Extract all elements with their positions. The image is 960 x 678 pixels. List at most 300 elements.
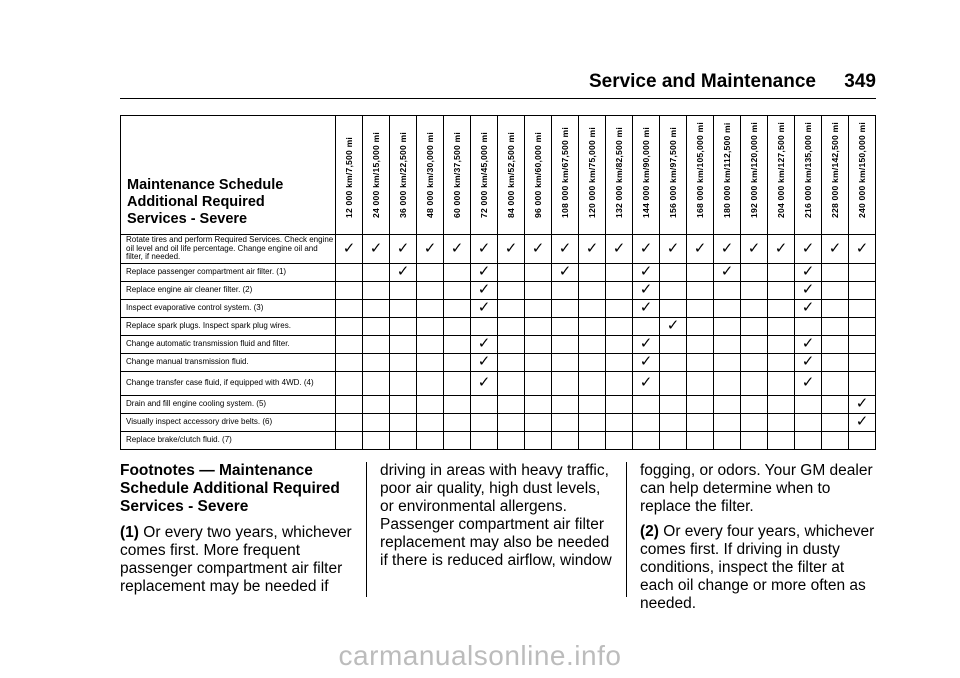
empty-cell [579, 335, 606, 353]
empty-cell [849, 263, 876, 281]
interval-label: 108 000 km/67,500 mi [560, 127, 570, 218]
empty-cell [417, 317, 444, 335]
empty-cell [498, 263, 525, 281]
footnotes-column-1 [120, 462, 356, 603]
empty-cell [552, 317, 579, 335]
empty-cell [579, 281, 606, 299]
task-label: Inspect evaporative control system. (3) [121, 299, 336, 317]
empty-cell [363, 335, 390, 353]
empty-cell [660, 299, 687, 317]
interval-header [498, 116, 525, 235]
interval-label: 48 000 km/30,000 mi [425, 132, 435, 218]
empty-cell [525, 335, 552, 353]
check-mark-icon: ✓ [471, 299, 498, 317]
empty-cell [471, 317, 498, 335]
empty-cell [822, 371, 849, 395]
footnote-text: fogging, or odors. Your GM dealer can help determine when to replace the filter. [640, 462, 873, 515]
footnote-1 [120, 524, 356, 596]
empty-cell [552, 431, 579, 449]
empty-cell [768, 281, 795, 299]
empty-cell [849, 431, 876, 449]
empty-cell [552, 281, 579, 299]
empty-cell [687, 353, 714, 371]
empty-cell [822, 263, 849, 281]
task-label: Replace engine air cleaner filter. (2) [121, 281, 336, 299]
check-mark-icon: ✓ [444, 235, 471, 264]
empty-cell [741, 317, 768, 335]
empty-cell [525, 299, 552, 317]
empty-cell [444, 317, 471, 335]
empty-cell [444, 431, 471, 449]
empty-cell [444, 353, 471, 371]
check-mark-icon: ✓ [633, 371, 660, 395]
empty-cell [444, 395, 471, 413]
check-mark-icon: ✓ [471, 335, 498, 353]
interval-header [336, 116, 363, 235]
check-mark-icon: ✓ [768, 235, 795, 264]
empty-cell [390, 281, 417, 299]
empty-cell [336, 317, 363, 335]
footnotes-title [120, 462, 356, 516]
empty-cell [579, 371, 606, 395]
table-row [121, 395, 876, 413]
empty-cell [741, 263, 768, 281]
footnote-text: Or every four years, whichever comes first. If driving in dusty conditions, inspect the filter at each oil change or more often as needed. [640, 523, 875, 612]
check-mark-icon: ✓ [498, 235, 525, 264]
empty-cell [498, 335, 525, 353]
empty-cell [552, 395, 579, 413]
interval-header [417, 116, 444, 235]
empty-cell [498, 299, 525, 317]
empty-cell [741, 281, 768, 299]
empty-cell [660, 413, 687, 431]
interval-label: 96 000 km/60,000 mi [533, 132, 543, 218]
interval-label: 84 000 km/52,500 mi [506, 132, 516, 218]
page-header [120, 64, 876, 98]
header-title: Service and Maintenance [588, 71, 816, 92]
footnotes-column-2 [380, 462, 616, 577]
empty-cell [525, 317, 552, 335]
empty-cell [660, 431, 687, 449]
check-mark-icon: ✓ [552, 235, 579, 264]
empty-cell [417, 395, 444, 413]
empty-cell [822, 413, 849, 431]
interval-header [768, 116, 795, 235]
interval-header [633, 116, 660, 235]
table-row [121, 299, 876, 317]
check-mark-icon: ✓ [849, 413, 876, 431]
check-mark-icon: ✓ [633, 281, 660, 299]
empty-cell [714, 431, 741, 449]
empty-cell [390, 299, 417, 317]
empty-cell [714, 395, 741, 413]
empty-cell [525, 395, 552, 413]
check-mark-icon: ✓ [471, 281, 498, 299]
empty-cell [822, 353, 849, 371]
table-row [121, 235, 876, 264]
interval-label: 120 000 km/75,000 mi [587, 127, 597, 218]
empty-cell [795, 413, 822, 431]
empty-cell [768, 413, 795, 431]
empty-cell [741, 431, 768, 449]
check-mark-icon: ✓ [525, 235, 552, 264]
check-mark-icon: ✓ [471, 235, 498, 264]
interval-label: 144 000 km/90,000 mi [641, 127, 651, 218]
empty-cell [714, 413, 741, 431]
empty-cell [579, 395, 606, 413]
empty-cell [849, 281, 876, 299]
empty-cell [390, 335, 417, 353]
empty-cell [471, 413, 498, 431]
footnote-text: driving in areas with heavy traffic, poor air quality, high dust levels, or environmental allergens. Passenger compartment air filter replacement may also be needed if there is reduced airflow, window [380, 462, 612, 569]
table-row [121, 371, 876, 395]
empty-cell [363, 299, 390, 317]
check-mark-icon: ✓ [363, 235, 390, 264]
empty-cell [741, 335, 768, 353]
empty-cell [687, 281, 714, 299]
empty-cell [336, 353, 363, 371]
empty-cell [363, 263, 390, 281]
empty-cell [336, 371, 363, 395]
column-divider [626, 462, 627, 597]
empty-cell [390, 317, 417, 335]
empty-cell [336, 395, 363, 413]
empty-cell [579, 263, 606, 281]
check-mark-icon: ✓ [471, 263, 498, 281]
empty-cell [849, 335, 876, 353]
empty-cell [390, 413, 417, 431]
interval-label: 132 000 km/82,500 mi [614, 127, 624, 218]
empty-cell [768, 317, 795, 335]
footnote-2 [640, 523, 876, 613]
empty-cell [363, 353, 390, 371]
interval-header [849, 116, 876, 235]
check-mark-icon: ✓ [795, 335, 822, 353]
task-label: Rotate tires and perform Required Services. Check engine oil level and oil life percentage. Change engine oil and filter, if needed. [121, 235, 336, 264]
empty-cell [633, 395, 660, 413]
empty-cell [606, 395, 633, 413]
empty-cell [849, 299, 876, 317]
check-mark-icon: ✓ [795, 299, 822, 317]
task-label: Replace passenger compartment air filter. (1) [121, 263, 336, 281]
empty-cell [552, 413, 579, 431]
empty-cell [849, 371, 876, 395]
empty-cell [768, 395, 795, 413]
empty-cell [444, 413, 471, 431]
check-mark-icon: ✓ [633, 263, 660, 281]
empty-cell [336, 281, 363, 299]
interval-header [471, 116, 498, 235]
check-mark-icon: ✓ [633, 353, 660, 371]
empty-cell [795, 317, 822, 335]
check-mark-icon: ✓ [687, 235, 714, 264]
empty-cell [525, 413, 552, 431]
footnote-text: Or every two years, whichever comes first. More frequent passenger compartment air filter replacement may be needed if [120, 524, 352, 595]
empty-cell [525, 431, 552, 449]
empty-cell [687, 413, 714, 431]
interval-header [687, 116, 714, 235]
interval-label: 60 000 km/37,500 mi [452, 132, 462, 218]
interval-label: 12 000 km/7,500 mi [344, 136, 354, 218]
table-row [121, 431, 876, 449]
interval-header [714, 116, 741, 235]
empty-cell [390, 395, 417, 413]
table-row [121, 281, 876, 299]
check-mark-icon: ✓ [633, 299, 660, 317]
check-mark-icon: ✓ [849, 395, 876, 413]
empty-cell [579, 353, 606, 371]
task-label: Change automatic transmission fluid and filter. [121, 335, 336, 353]
empty-cell [336, 431, 363, 449]
footnotes-title-line: Footnotes — Maintenance [120, 462, 313, 479]
empty-cell [363, 431, 390, 449]
footnotes-column-3 [640, 462, 876, 620]
empty-cell [336, 263, 363, 281]
empty-cell [363, 413, 390, 431]
interval-label: 72 000 km/45,000 mi [479, 132, 489, 218]
interval-header [795, 116, 822, 235]
empty-cell [687, 395, 714, 413]
empty-cell [714, 281, 741, 299]
empty-cell [741, 371, 768, 395]
empty-cell [606, 371, 633, 395]
check-mark-icon: ✓ [741, 235, 768, 264]
check-mark-icon: ✓ [606, 235, 633, 264]
empty-cell [660, 395, 687, 413]
empty-cell [687, 299, 714, 317]
empty-cell [741, 299, 768, 317]
empty-cell [606, 413, 633, 431]
empty-cell [768, 263, 795, 281]
empty-cell [552, 335, 579, 353]
interval-header [579, 116, 606, 235]
check-mark-icon: ✓ [714, 235, 741, 264]
check-mark-icon: ✓ [471, 353, 498, 371]
empty-cell [525, 281, 552, 299]
empty-cell [795, 431, 822, 449]
column-divider [366, 462, 367, 597]
empty-cell [417, 335, 444, 353]
empty-cell [390, 353, 417, 371]
empty-cell [390, 431, 417, 449]
empty-cell [471, 395, 498, 413]
empty-cell [606, 431, 633, 449]
empty-cell [741, 353, 768, 371]
check-mark-icon: ✓ [633, 335, 660, 353]
empty-cell [417, 299, 444, 317]
empty-cell [660, 353, 687, 371]
check-mark-icon: ✓ [390, 263, 417, 281]
empty-cell [633, 431, 660, 449]
table-row [121, 353, 876, 371]
empty-cell [417, 431, 444, 449]
empty-cell [363, 371, 390, 395]
empty-cell [363, 317, 390, 335]
check-mark-icon: ✓ [660, 317, 687, 335]
table-row [121, 413, 876, 431]
check-mark-icon: ✓ [417, 235, 444, 264]
interval-header [525, 116, 552, 235]
table-header-row [121, 116, 876, 235]
empty-cell [768, 431, 795, 449]
empty-cell [606, 263, 633, 281]
empty-cell [390, 371, 417, 395]
interval-label: 228 000 km/142,500 mi [830, 122, 840, 218]
interval-header [741, 116, 768, 235]
empty-cell [633, 317, 660, 335]
empty-cell [687, 431, 714, 449]
check-mark-icon: ✓ [849, 235, 876, 264]
check-mark-icon: ✓ [822, 235, 849, 264]
empty-cell [363, 395, 390, 413]
empty-cell [444, 371, 471, 395]
interval-label: 216 000 km/135,000 mi [803, 122, 813, 218]
empty-cell [741, 413, 768, 431]
empty-cell [660, 281, 687, 299]
empty-cell [714, 371, 741, 395]
empty-cell [822, 317, 849, 335]
empty-cell [660, 335, 687, 353]
task-label: Replace brake/clutch fluid. (7) [121, 431, 336, 449]
empty-cell [417, 413, 444, 431]
empty-cell [822, 299, 849, 317]
table-title-line: Services - Severe [127, 211, 248, 227]
empty-cell [417, 371, 444, 395]
check-mark-icon: ✓ [552, 263, 579, 281]
empty-cell [714, 299, 741, 317]
table-body [121, 235, 876, 450]
header-rule [120, 98, 876, 99]
empty-cell [498, 281, 525, 299]
empty-cell [849, 353, 876, 371]
interval-label: 24 000 km/15,000 mi [371, 132, 381, 218]
empty-cell [822, 395, 849, 413]
interval-label: 192 000 km/120,000 mi [749, 122, 759, 218]
empty-cell [417, 263, 444, 281]
check-mark-icon: ✓ [795, 353, 822, 371]
page-number: 349 [844, 71, 876, 92]
empty-cell [525, 353, 552, 371]
empty-cell [336, 299, 363, 317]
empty-cell [552, 299, 579, 317]
interval-label: 156 000 km/97,500 mi [668, 127, 678, 218]
interval-label: 204 000 km/127,500 mi [776, 122, 786, 218]
empty-cell [822, 281, 849, 299]
task-label: Change transfer case fluid, if equipped with 4WD. (4) [121, 371, 336, 395]
empty-cell [444, 335, 471, 353]
empty-cell [498, 317, 525, 335]
empty-cell [525, 371, 552, 395]
empty-cell [687, 335, 714, 353]
check-mark-icon: ✓ [795, 263, 822, 281]
empty-cell [579, 299, 606, 317]
task-label: Replace spark plugs. Inspect spark plug wires. [121, 317, 336, 335]
empty-cell [849, 317, 876, 335]
empty-cell [768, 353, 795, 371]
table-title [121, 116, 336, 235]
empty-cell [336, 413, 363, 431]
task-label: Change manual transmission fluid. [121, 353, 336, 371]
task-label: Drain and fill engine cooling system. (5) [121, 395, 336, 413]
empty-cell [525, 263, 552, 281]
empty-cell [606, 281, 633, 299]
empty-cell [579, 431, 606, 449]
interval-header [363, 116, 390, 235]
check-mark-icon: ✓ [471, 371, 498, 395]
interval-label: 240 000 km/150,000 mi [857, 122, 867, 218]
footnotes-title-line: Services - Severe [120, 498, 249, 515]
check-mark-icon: ✓ [390, 235, 417, 264]
empty-cell [336, 335, 363, 353]
table-title-line: Maintenance Schedule [127, 177, 284, 193]
footnote-number: (2) [640, 523, 659, 540]
task-label: Visually inspect accessory drive belts. (6) [121, 413, 336, 431]
check-mark-icon: ✓ [633, 235, 660, 264]
table-row [121, 335, 876, 353]
empty-cell [444, 263, 471, 281]
footnotes-title-line: Schedule Additional Required [120, 480, 340, 497]
empty-cell [822, 335, 849, 353]
check-mark-icon: ✓ [795, 371, 822, 395]
empty-cell [714, 353, 741, 371]
interval-label: 36 000 km/22,500 mi [398, 132, 408, 218]
empty-cell [768, 371, 795, 395]
empty-cell [714, 335, 741, 353]
empty-cell [498, 431, 525, 449]
empty-cell [660, 371, 687, 395]
empty-cell [498, 413, 525, 431]
empty-cell [822, 431, 849, 449]
table-row [121, 263, 876, 281]
empty-cell [768, 299, 795, 317]
interval-header [552, 116, 579, 235]
empty-cell [714, 317, 741, 335]
empty-cell [363, 281, 390, 299]
watermark: carmanualsonline.info [338, 640, 622, 671]
empty-cell [741, 395, 768, 413]
interval-label: 180 000 km/112,500 mi [722, 122, 732, 218]
empty-cell [579, 413, 606, 431]
empty-cell [417, 281, 444, 299]
empty-cell [552, 353, 579, 371]
empty-cell [417, 353, 444, 371]
empty-cell [687, 263, 714, 281]
empty-cell [579, 317, 606, 335]
empty-cell [552, 371, 579, 395]
interval-header [444, 116, 471, 235]
footnote-number: (1) [120, 524, 139, 541]
empty-cell [471, 431, 498, 449]
maintenance-schedule-table [120, 115, 876, 450]
empty-cell [444, 281, 471, 299]
check-mark-icon: ✓ [660, 235, 687, 264]
check-mark-icon: ✓ [714, 263, 741, 281]
empty-cell [498, 395, 525, 413]
empty-cell [498, 353, 525, 371]
check-mark-icon: ✓ [795, 281, 822, 299]
empty-cell [768, 335, 795, 353]
empty-cell [444, 299, 471, 317]
interval-header [822, 116, 849, 235]
interval-header [660, 116, 687, 235]
check-mark-icon: ✓ [336, 235, 363, 264]
empty-cell [606, 335, 633, 353]
empty-cell [687, 371, 714, 395]
empty-cell [660, 263, 687, 281]
empty-cell [606, 317, 633, 335]
interval-header [390, 116, 417, 235]
empty-cell [633, 413, 660, 431]
